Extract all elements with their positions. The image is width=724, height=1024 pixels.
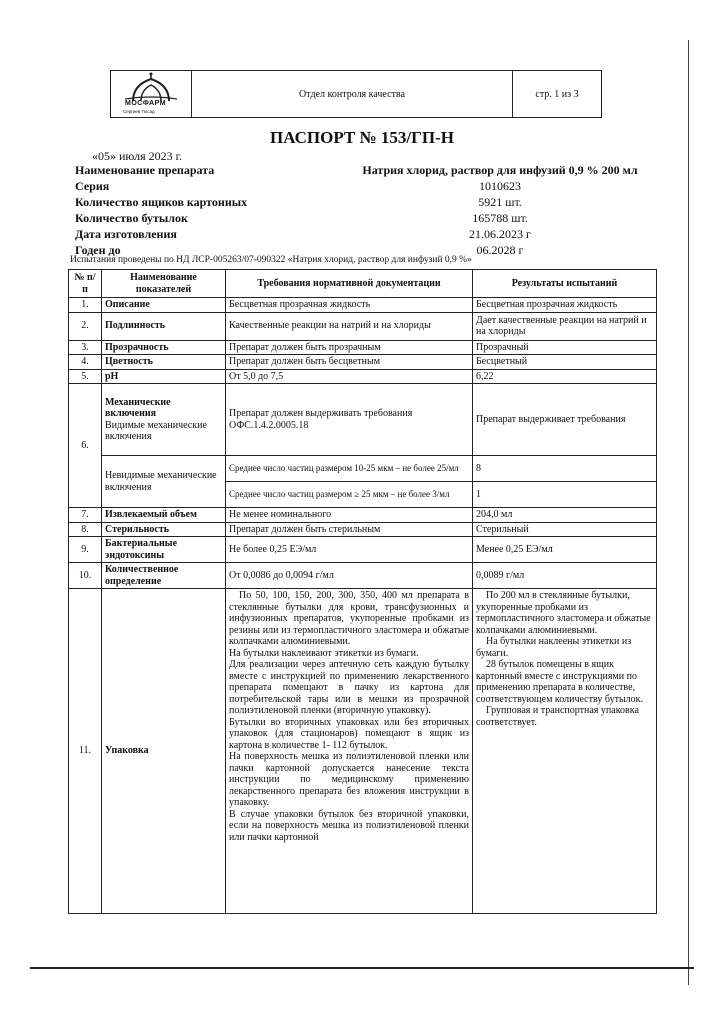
scan-edge-line (688, 40, 689, 985)
info-value: 06.2028 г (476, 243, 524, 257)
row-result: Прозрачный (473, 340, 657, 355)
row-requirement: Среднее число частиц размером ≥ 25 мкм – не более 3/мл (226, 482, 473, 508)
table-row (69, 312, 657, 340)
row-indicator: Стерильность (102, 522, 226, 537)
row-requirement: Качественные реакции на натрий и на хлориды (226, 312, 473, 340)
packaging-result-paragraph: По 200 мл в стеклянные бутылки, укупоренные пробками из термопластичного эластомера и обжатые колпачками алюминиевыми. (476, 590, 651, 636)
row-result (473, 589, 657, 914)
row-result: Менее 0,25 ЕЭ/мл (473, 537, 657, 563)
row-number: 6. (69, 384, 102, 508)
info-label: Количество ящиков картонных (75, 195, 248, 209)
row-number: 4. (69, 355, 102, 370)
table-row (69, 456, 657, 482)
row-result: Бесцветный (473, 355, 657, 370)
info-value: 5921 шт. (478, 195, 522, 209)
info-label: Наименование препарата (75, 163, 215, 177)
packaging-paragraph: Бутылки во вторичных упаковках или без вторичных упаковок (для стационаров) помещают в ящик из картона в количестве 1- 112 бутылок. (229, 716, 469, 751)
row-indicator: Количественное определение (102, 563, 226, 589)
indicator-subtitle: Видимые механические включения (105, 419, 207, 442)
info-value: Натрия хлорид, раствор для инфузий 0,9 % 200 мл (362, 163, 638, 177)
info-label: Годен до (75, 243, 121, 257)
row-number: 5. (69, 369, 102, 384)
row-result: 0,0089 г/мл (473, 563, 657, 589)
row-requirement: Препарат должен быть прозрачным (226, 340, 473, 355)
row-indicator: Бактериальные эндотоксины (102, 537, 226, 563)
row-number: 2. (69, 312, 102, 340)
indicator-group-title: Механические включения (105, 396, 171, 419)
info-row-bottles (75, 211, 655, 227)
packaging-result-paragraph: Групповая и транспортная упаковка соответствует. (476, 705, 639, 728)
table-row (69, 522, 657, 537)
packaging-paragraph: В случае упаковки бутылок без вторичной упаковки, если на поверхность мешка из полиэтиленовой пленки или пачки картонной (229, 808, 469, 843)
row-number: 3. (69, 340, 102, 355)
packaging-result-paragraph: 28 бутылок помещены в ящик картонный вместе с инструкциями по применению препарата в количестве, соответствующем количеству бутылок. (476, 659, 644, 705)
info-label: Количество бутылок (75, 211, 188, 225)
row-indicator: Прозрачность (102, 340, 226, 355)
row-indicator: Невидимые механические включения (102, 456, 226, 508)
header-results: Результаты испытаний (473, 270, 657, 298)
info-value: 21.06.2023 г (469, 227, 531, 241)
info-value: 1010623 (479, 179, 521, 193)
row-number: 7. (69, 508, 102, 523)
table-row (69, 369, 657, 384)
row-result: Стерильный (473, 522, 657, 537)
table-row (69, 384, 657, 456)
row-requirement: Препарат должен быть бесцветным (226, 355, 473, 370)
packaging-paragraph: На бутылки наклеивают этикетки из бумаги. (229, 647, 419, 659)
row-requirement (226, 589, 473, 914)
table-row (69, 508, 657, 523)
logo-subtext: Сергиев Посад (123, 109, 155, 114)
row-number: 1. (69, 298, 102, 313)
table-row (69, 589, 657, 914)
info-row-boxes (75, 195, 655, 211)
page-counter: стр. 1 из 3 (535, 88, 579, 100)
row-requirement: Не более 0,25 ЕЭ/мл (226, 537, 473, 563)
table-row (69, 355, 657, 370)
info-label: Серия (75, 179, 110, 193)
test-results-table (68, 269, 657, 914)
row-requirement: От 0,0086 до 0,0094 г/мл (226, 563, 473, 589)
row-indicator: Цветность (102, 355, 226, 370)
row-requirement: Бесцветная прозрачная жидкость (226, 298, 473, 313)
document-date: «05» июля 2023 г. (92, 149, 183, 163)
row-result: 204,0 мл (473, 508, 657, 523)
table-row (69, 537, 657, 563)
row-requirement: Препарат должен выдерживать требования ОФС.1.4.2.0005.18 (226, 384, 473, 456)
packaging-paragraph: Для реализации через аптечную сеть каждую бутылку вместе с инструкцией по применению лекарственного препарата помещают в пачку из картона для потребительской тары или в мешки из прозрачной полиэтиленовой пленки (вторичную упаковку). (229, 659, 469, 716)
header-requirements: Требования нормативной документации (226, 270, 473, 298)
row-result: Дает качественные реакции на натрий и на хлориды (473, 312, 657, 340)
info-row-series (75, 179, 655, 195)
row-result: Препарат выдерживает требования (473, 384, 657, 456)
row-number: 10. (69, 563, 102, 589)
table-row (69, 563, 657, 589)
info-value: 165788 шт. (472, 211, 528, 225)
product-info (75, 163, 655, 259)
table-header-row (69, 270, 657, 298)
row-result: Бесцветная прозрачная жидкость (473, 298, 657, 313)
packaging-paragraph: На поверхность мешка из полиэтиленовой пленки или пачки картонной допускается нанесение текста инструкции по медицинскому применению лекарственного препарата без вложения инструкции в упаковку. (229, 751, 469, 808)
row-requirement: Не менее номинального (226, 508, 473, 523)
row-indicator: Упаковка (102, 589, 226, 914)
row-requirement: Среднее число частиц размером 10-25 мкм – не более 25/мл (226, 456, 473, 482)
logo-name: МОСФАРМ (125, 100, 167, 107)
header-indicator: Наименование показателей (102, 270, 226, 298)
row-result: 6,22 (473, 369, 657, 384)
info-row-product (75, 163, 655, 179)
department-name: Отдел контроля качества (192, 71, 513, 117)
page-bottom-rule (30, 967, 694, 969)
packaging-result-paragraph: На бутылки наклеены этикетки из бумаги. (476, 636, 632, 659)
packaging-paragraph: По 50, 100, 150, 200, 300, 350, 400 мл препарата в стеклянные бутылки для крови, трансфузионных и инфузионных препаратов, укупоренные пробками из резины или из термопластичного эластомера и обжатые колпачками алюминиевыми. (229, 590, 469, 647)
row-requirement: Препарат должен быть стерильным (226, 522, 473, 537)
row-number: 11. (69, 589, 102, 914)
info-label: Дата изготовления (75, 227, 177, 241)
row-result: 1 (473, 482, 657, 508)
header-number: № п/п (69, 270, 102, 298)
row-requirement: От 5,0 до 7,5 (226, 369, 473, 384)
document-header (110, 70, 602, 118)
row-indicator: pH (102, 369, 226, 384)
info-row-manufacture-date (75, 227, 655, 243)
document-title: ПАСПОРТ № 153/ГП-Н (269, 128, 455, 147)
company-logo (111, 71, 192, 117)
row-result: 8 (473, 456, 657, 482)
table-row (69, 340, 657, 355)
row-indicator: Извлекаемый объем (102, 508, 226, 523)
tests-note: Испытания проведены по НД ЛСР-005263/07-090322 «Натрия хлорид, раствор для инфузий 0,9 %» (70, 255, 472, 265)
table-row (69, 298, 657, 313)
row-indicator: Подлинность (102, 312, 226, 340)
row-number: 8. (69, 522, 102, 537)
row-indicator: Описание (102, 298, 226, 313)
row-number: 9. (69, 537, 102, 563)
row-indicator (102, 384, 226, 456)
